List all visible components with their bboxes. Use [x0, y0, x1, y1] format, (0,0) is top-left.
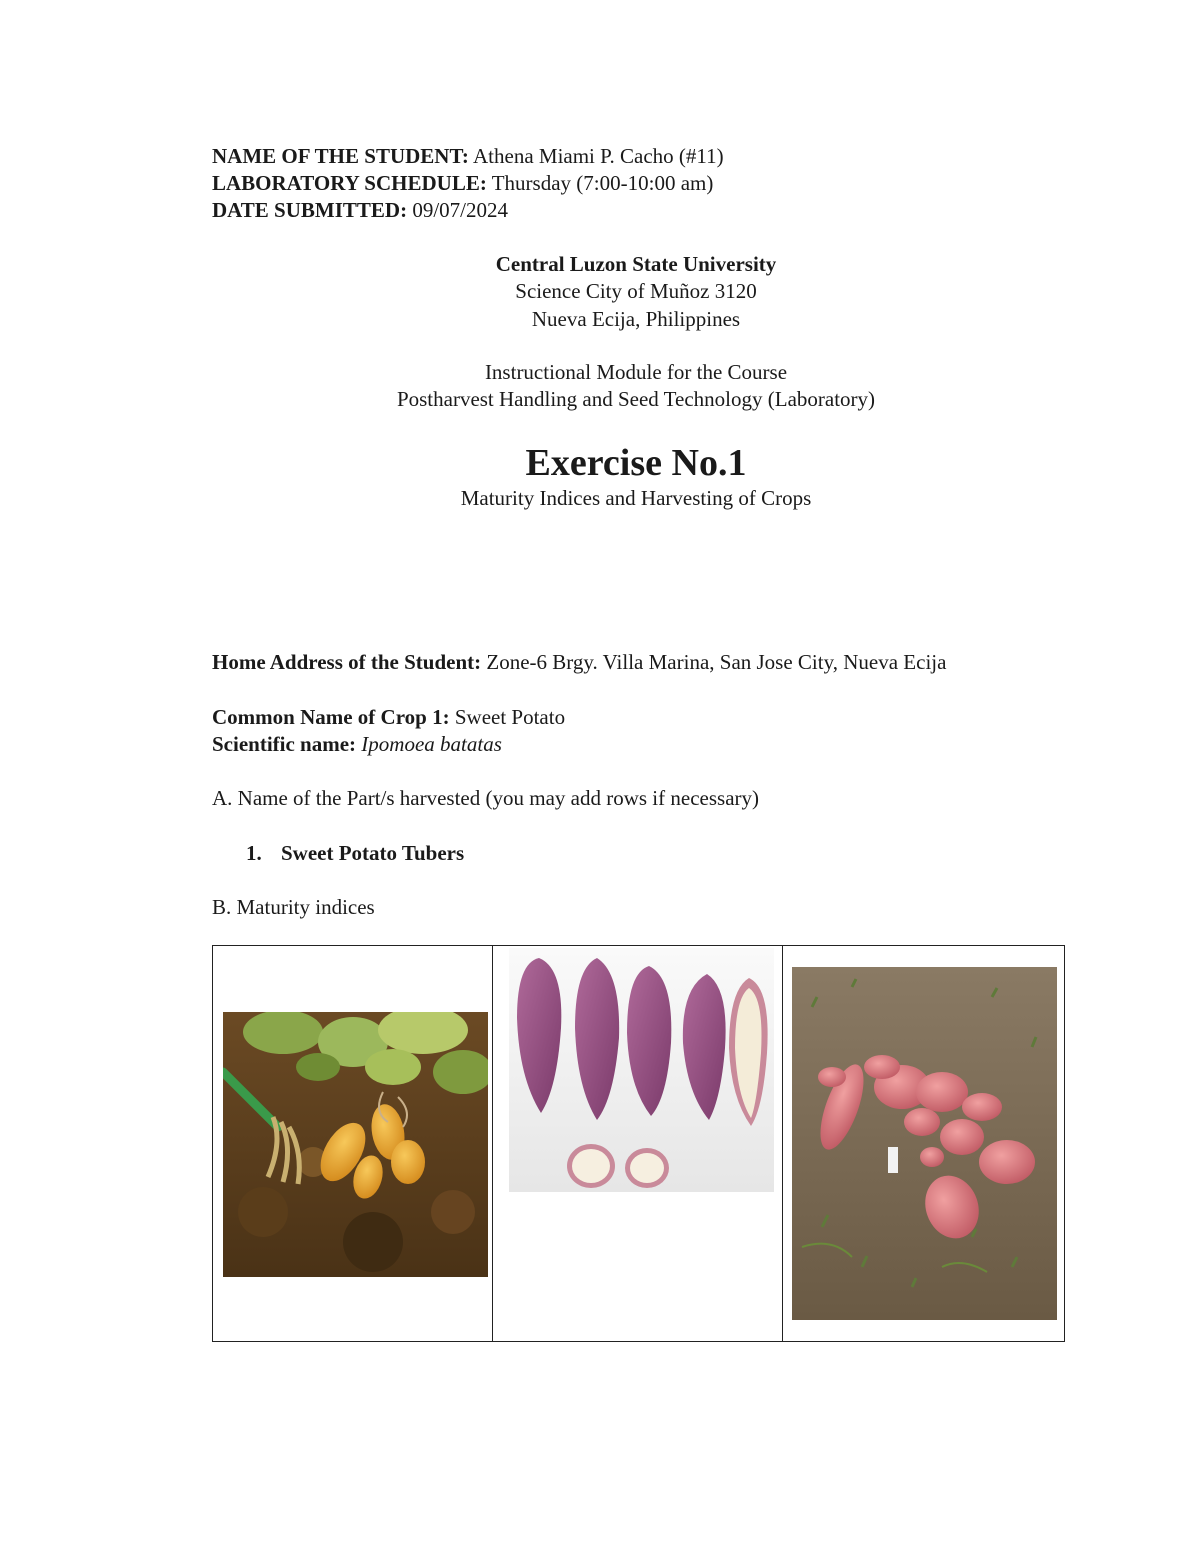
crop-name-value: Sweet Potato [454, 705, 566, 729]
course-line-1: Instructional Module for the Course [484, 360, 788, 384]
scientific-name-value: Ipomoea batatas [361, 732, 502, 756]
photo-cell-1 [213, 946, 493, 1342]
exercise-title: Exercise No.1 [525, 442, 747, 484]
institution-address-2: Nueva Ecija, Philippines [531, 307, 741, 331]
photo-cell-2 [493, 946, 783, 1342]
sweet-potato-pile-photo [792, 967, 1057, 1320]
course-line-2: Postharvest Handling and Seed Technology (Laboratory) [396, 387, 876, 411]
crop-name-line [212, 704, 565, 731]
sweet-potato-tubers-photo [509, 948, 774, 1192]
home-address-label: Home Address of the Student: [212, 650, 482, 674]
section-b-heading: B. Maturity indices [212, 895, 375, 919]
crop-name-label: Common Name of Crop 1: [212, 705, 450, 729]
exercise-subtitle: Maturity Indices and Harvesting of Crops [460, 486, 812, 510]
section-a-heading: A. Name of the Part/s harvested (you may add rows if necessary) [212, 786, 759, 810]
lab-schedule-label: LABORATORY SCHEDULE: [212, 171, 487, 195]
scientific-name-label: Scientific name: [212, 732, 357, 756]
institution-name: Central Luzon State University [495, 252, 777, 276]
photo-cell-3 [783, 946, 1065, 1342]
date-submitted-line [212, 197, 508, 224]
sweet-potato-harvest-photo [223, 1012, 488, 1277]
lab-schedule-line [212, 170, 713, 197]
maturity-photo-table [212, 945, 1065, 1342]
institution-address-1: Science City of Muñoz 3120 [515, 279, 757, 303]
date-submitted-value: 09/07/2024 [412, 198, 508, 222]
student-name-label: NAME OF THE STUDENT: [212, 144, 469, 168]
list-item-number: 1. [246, 841, 262, 865]
student-name-value: Athena Miami P. Cacho (#11) [473, 144, 724, 168]
home-address-line [212, 649, 946, 676]
list-item-label: Sweet Potato Tubers [281, 841, 465, 865]
lab-schedule-value: Thursday (7:00-10:00 am) [491, 171, 714, 195]
scientific-name-line [212, 731, 502, 758]
date-submitted-label: DATE SUBMITTED: [212, 198, 408, 222]
list-item [246, 840, 464, 867]
student-name-line [212, 143, 724, 170]
home-address-value: Zone-6 Brgy. Villa Marina, San Jose City, Nueva Ecija [486, 650, 947, 674]
